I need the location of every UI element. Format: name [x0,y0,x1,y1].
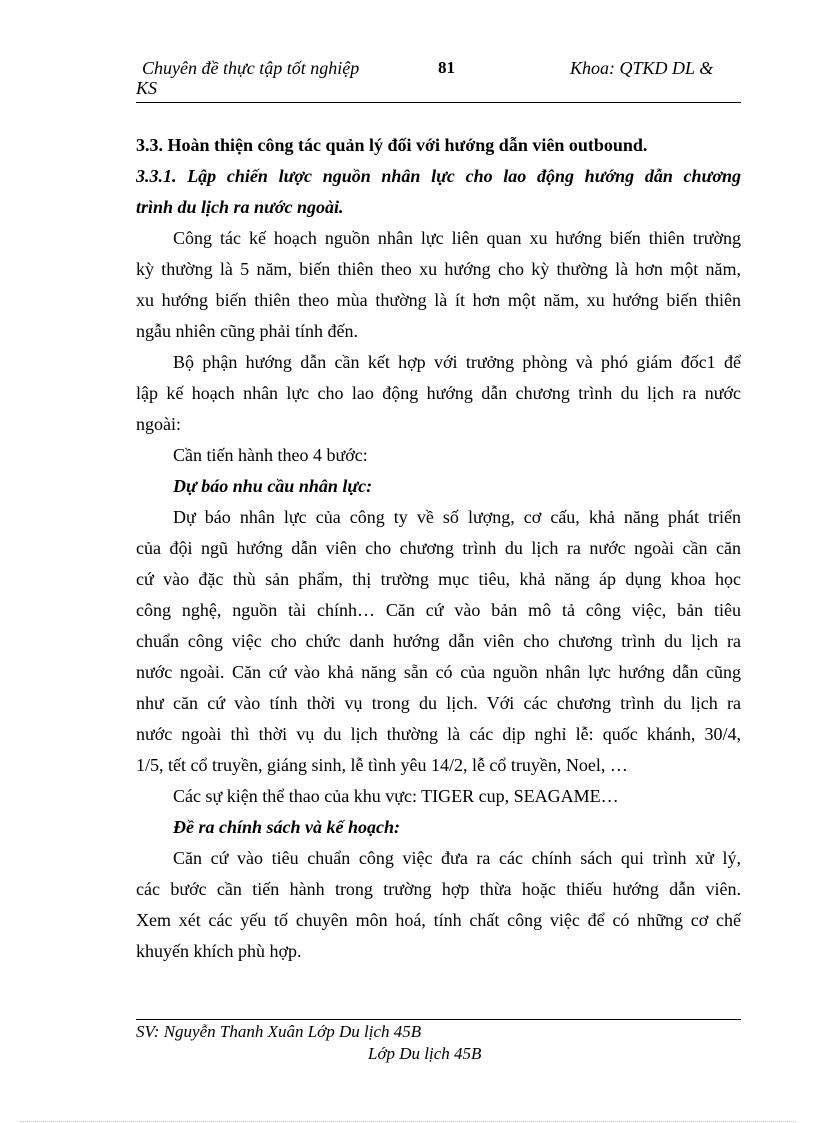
text-line: cứ vào đặc thù sản phẩm, thị trường mục tiêu, khả năng áp dụng khoa học [136,569,741,589]
text-line: Công tác kế hoạch nguồn nhân lực liên quan xu hướng biến thiên trường [173,228,741,248]
text-line: Xem xét các yếu tố chuyên môn hoá, tính chất công việc để có những cơ chế [136,910,741,930]
text-line: Dự báo nhân lực của công ty về số lượng, cơ cấu, khả năng phát triển [173,507,741,527]
text-line: Bộ phận hướng dẫn cần kết hợp với trưởng phòng và phó giám đốc1 để [173,352,741,372]
heading-line: 3.3.1. Lập chiến lược nguồn nhân lực cho lao động hướng dẫn chương [136,166,741,186]
heading-line: Dự báo nhu cầu nhân lực: [173,476,373,496]
page-number: 81 [438,58,455,77]
text-line: ngẫu nhiên cũng phải tính đến. [136,321,358,341]
text-line: xu hướng biến thiên theo mùa thường là ít hơn một năm, xu hướng biến thiên [136,290,741,310]
text-line: chuẩn công việc cho chức danh hướng dẫn viên cho chương trình du lịch ra [136,631,741,651]
text-line: Các sự kiện thể thao của khu vực: TIGER cup, SEAGAME… [173,786,619,806]
page-header [136,58,741,103]
text-line: kỳ thường là 5 năm, biến thiên theo xu hướng cho kỳ thường là hơn một năm, [136,259,741,279]
heading-line: Đề ra chính sách và kế hoạch: [173,817,401,837]
footer-student: SV: Nguyễn Thanh Xuân Lớp Du lịch 45B [136,1022,422,1041]
header-faculty: Khoa: QTKD DL & [570,58,714,78]
text-line: Căn cứ vào tiêu chuẩn công việc đưa ra các chính sách qui trình xử lý, [173,848,741,868]
text-line: nước ngoài thì thời vụ du lịch thường là các dịp nghỉ lễ: quốc khánh, 30/4, [136,724,741,744]
heading-line: trình du lịch ra nước ngoài. [136,197,344,217]
text-line: Cần tiến hành theo 4 bước: [173,445,368,465]
text-line: các bước cần tiến hành trong trường hợp thừa hoặc thiếu hướng dẫn viên. [136,879,741,899]
text-line: 1/5, tết cổ truyền, giáng sinh, lễ tình yêu 14/2, lễ cổ truyền, Noel, … [136,755,628,775]
text-line: công nghệ, nguồn tài chính… Căn cứ vào bản mô tả công việc, bản tiêu [136,600,741,620]
page-footer [136,1019,741,1063]
footer-class: Lớp Du lịch 45B [368,1044,482,1063]
text-line: lập kế hoạch nhân lực cho lao động hướng dẫn chương trình du lịch ra nước [136,383,741,403]
header-report-title: Chuyên đề thực tập tốt nghiệp [142,58,360,78]
heading-line: 3.3. Hoàn thiện công tác quản lý đối với hướng dẫn viên outbound. [136,135,648,155]
text-line: nước ngoài. Căn cứ vào khả năng sẵn có của nguồn nhân lực hướng dẫn cũng [136,662,741,682]
header-faculty-wrap: KS [136,78,158,98]
page-edge-dotted-line [20,1121,796,1122]
text-line: như căn cứ vào tính thời vụ trong du lịch. Với các chương trình du lịch ra [136,693,741,713]
text-line: ngoài: [136,414,181,434]
text-line: khuyến khích phù hợp. [136,941,302,961]
document-body [136,130,741,967]
text-line: của đội ngũ hướng dẫn viên cho chương trình du lịch ra nước ngoài cần căn [136,538,741,558]
